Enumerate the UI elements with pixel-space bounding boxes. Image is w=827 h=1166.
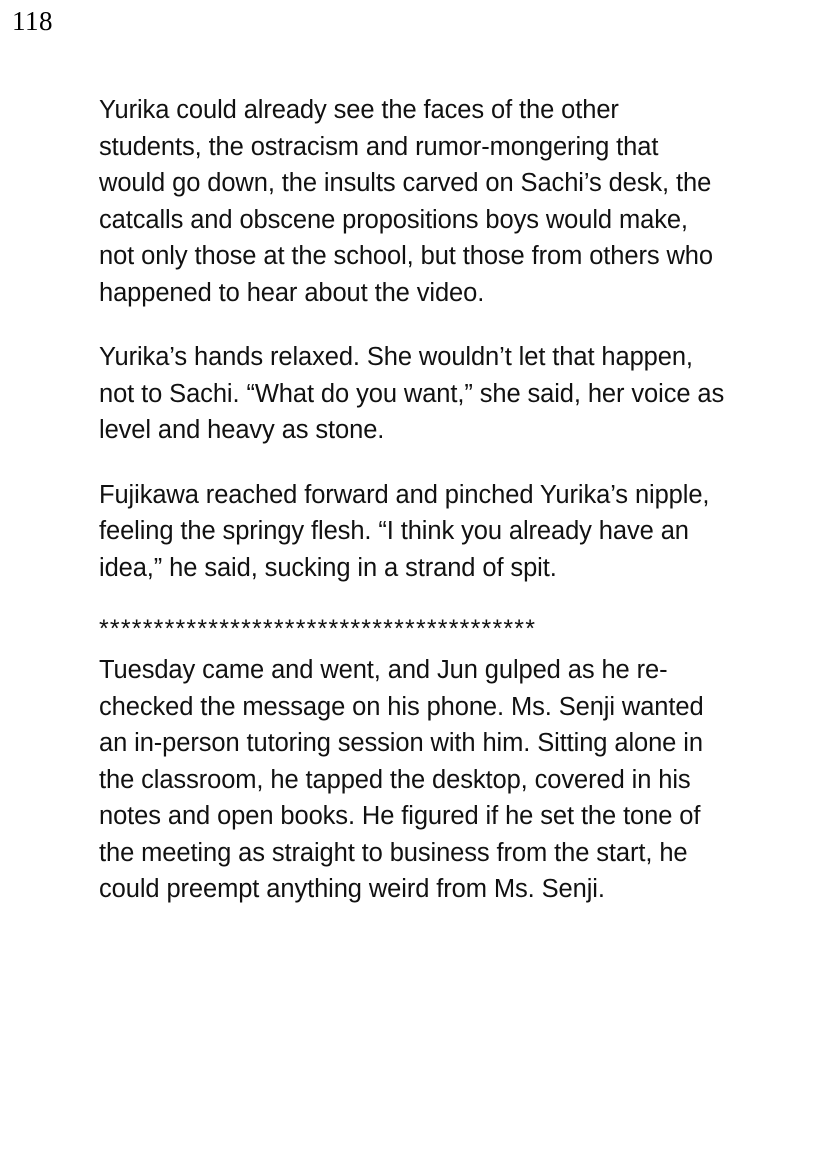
page-number: 118 [12,6,53,36]
scene-divider: **************************************** [99,615,537,643]
body-text-column [99,92,725,936]
paragraph: Yurika could already see the faces of the other students, the ostracism and rumor-mongering that would go down, the insults carved on Sachi’s desk, the catcalls and obscene propositions boys would make, not only those at the school, but those from others who happened to hear about the video. [99,96,713,307]
paragraph: Fujikawa reached forward and pinched Yurika’s nipple, feeling the springy flesh. “I think you already have an idea,” he said, sucking in a strand of spit. [99,480,710,582]
paragraph: Tuesday came and went, and Jun gulped as he re-checked the message on his phone. Ms. Senji wanted an in-person tutoring session with him. Sitting alone in the classroom, he tapped the desktop, covered in his notes and open books. He figured if he set the tone of the meeting as straight to business from the start, he could preempt anything weird from Ms. Senji. [99,656,704,903]
paragraph: Yurika’s hands relaxed. She wouldn’t let that happen, not to Sachi. “What do you want,” she said, her voice as level and heavy as stone. [99,343,725,444]
